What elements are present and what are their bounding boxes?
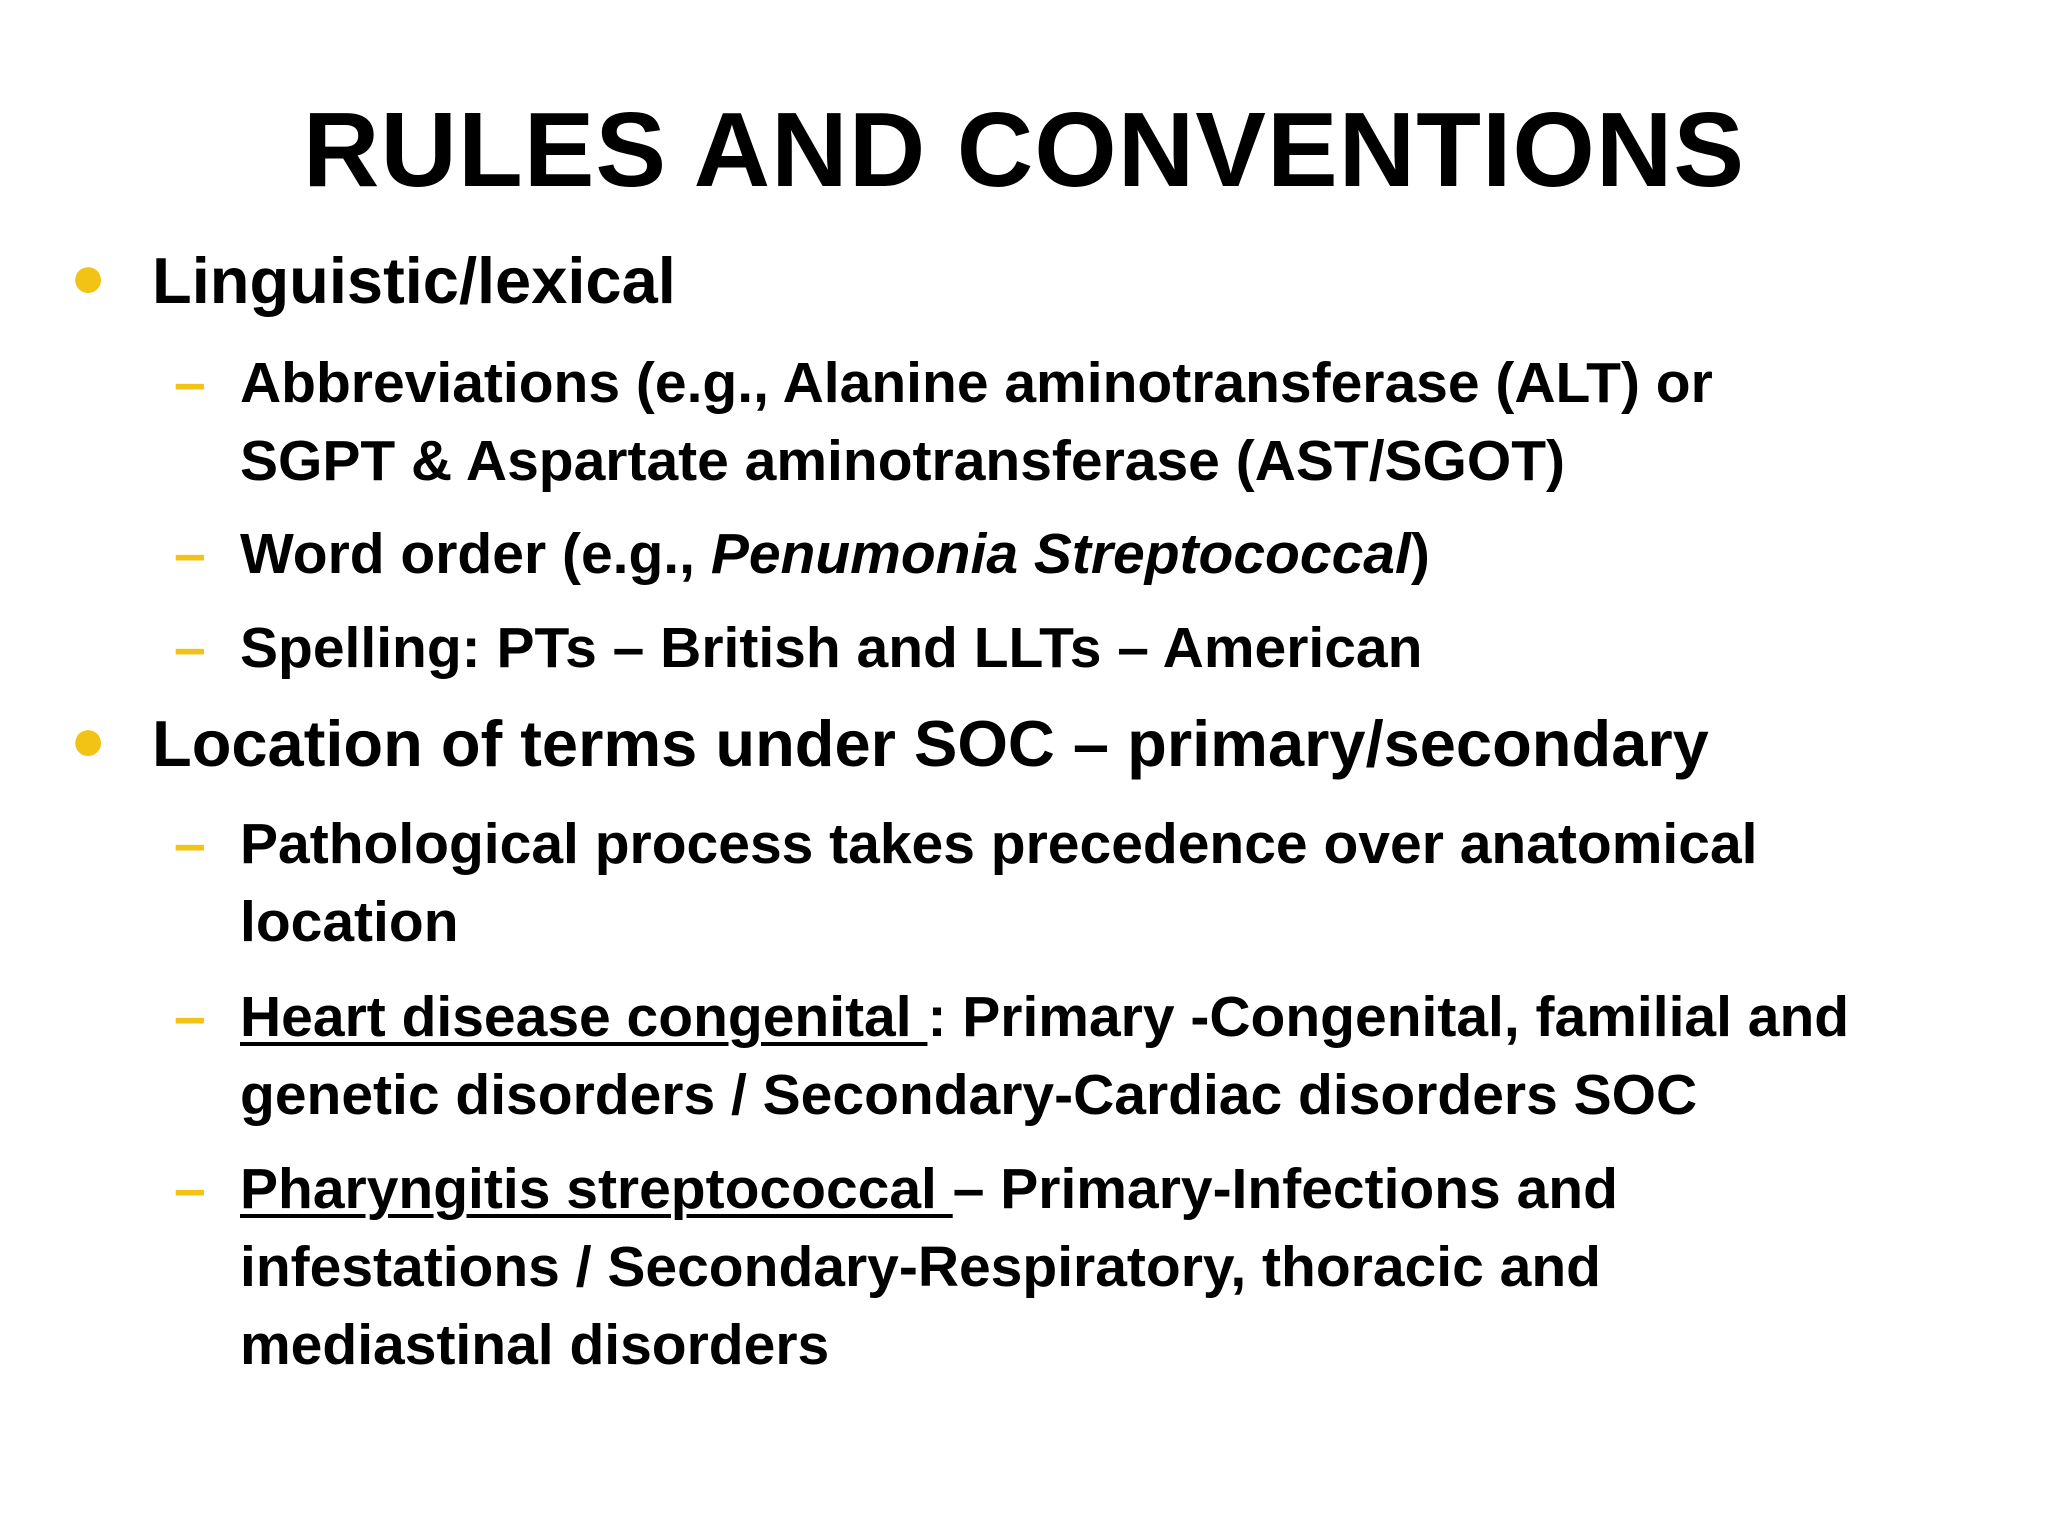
pharyngitis-term: Pharyngitis streptococcal xyxy=(240,1157,953,1221)
sub-bullet-pathological-process xyxy=(174,805,1758,961)
dash-bullet-icon: – xyxy=(174,1157,206,1221)
dash-bullet-icon: – xyxy=(174,812,206,876)
word-order-prefix: Word order (e.g., xyxy=(240,522,711,586)
heart-disease-rest: : Primary -Congenital, familial and xyxy=(927,985,1850,1049)
sub-bullet-line: Abbreviations (e.g., Alanine aminotransferase (ALT) or xyxy=(240,351,1713,415)
sub-bullet-line: SGPT & Aspartate aminotransferase (AST/SGOT) xyxy=(240,429,1566,493)
bullet-location-of-terms xyxy=(70,705,1709,783)
sub-bullet-spelling xyxy=(174,609,1423,687)
sub-bullet-abbreviations xyxy=(174,344,1713,500)
dash-bullet-icon: – xyxy=(174,522,206,586)
sub-bullet-line xyxy=(240,1150,1618,1228)
round-bullet-icon: ● xyxy=(70,706,107,773)
sub-bullet-pharyngitis xyxy=(174,1150,1618,1384)
dash-bullet-icon: – xyxy=(174,351,206,415)
bullet-linguistic-lexical xyxy=(70,242,676,320)
sub-bullet-heart-disease xyxy=(174,978,1850,1134)
sub-bullet-line: infestations / Secondary-Respiratory, thoracic and xyxy=(240,1235,1601,1299)
dash-bullet-icon: – xyxy=(174,616,206,680)
word-order-suffix: ) xyxy=(1410,522,1430,586)
pharyngitis-rest: – Primary-Infections and xyxy=(952,1157,1618,1221)
sub-bullet-line: genetic disorders / Secondary-Cardiac disorders SOC xyxy=(240,1063,1698,1127)
sub-bullet-line: Spelling: PTs – British and LLTs – American xyxy=(240,616,1423,680)
round-bullet-icon: ● xyxy=(70,243,107,310)
sub-bullet-line: Pathological process takes precedence over anatomical xyxy=(240,812,1758,876)
sub-bullet-line xyxy=(240,515,1430,593)
dash-bullet-icon: – xyxy=(174,985,206,1049)
sub-bullet-line: location xyxy=(240,890,459,954)
sub-bullet-line xyxy=(240,978,1849,1056)
sub-bullet-line: mediastinal disorders xyxy=(240,1313,830,1377)
bullet-text: Location of terms under SOC – primary/secondary xyxy=(152,707,1709,780)
word-order-example: Penumonia Streptococcal xyxy=(710,522,1411,586)
bullet-text: Linguistic/lexical xyxy=(152,244,676,317)
sub-bullet-word-order xyxy=(174,515,1430,593)
slide-title: RULES AND CONVENTIONS xyxy=(302,91,1746,209)
heart-disease-term: Heart disease congenital xyxy=(240,985,928,1049)
